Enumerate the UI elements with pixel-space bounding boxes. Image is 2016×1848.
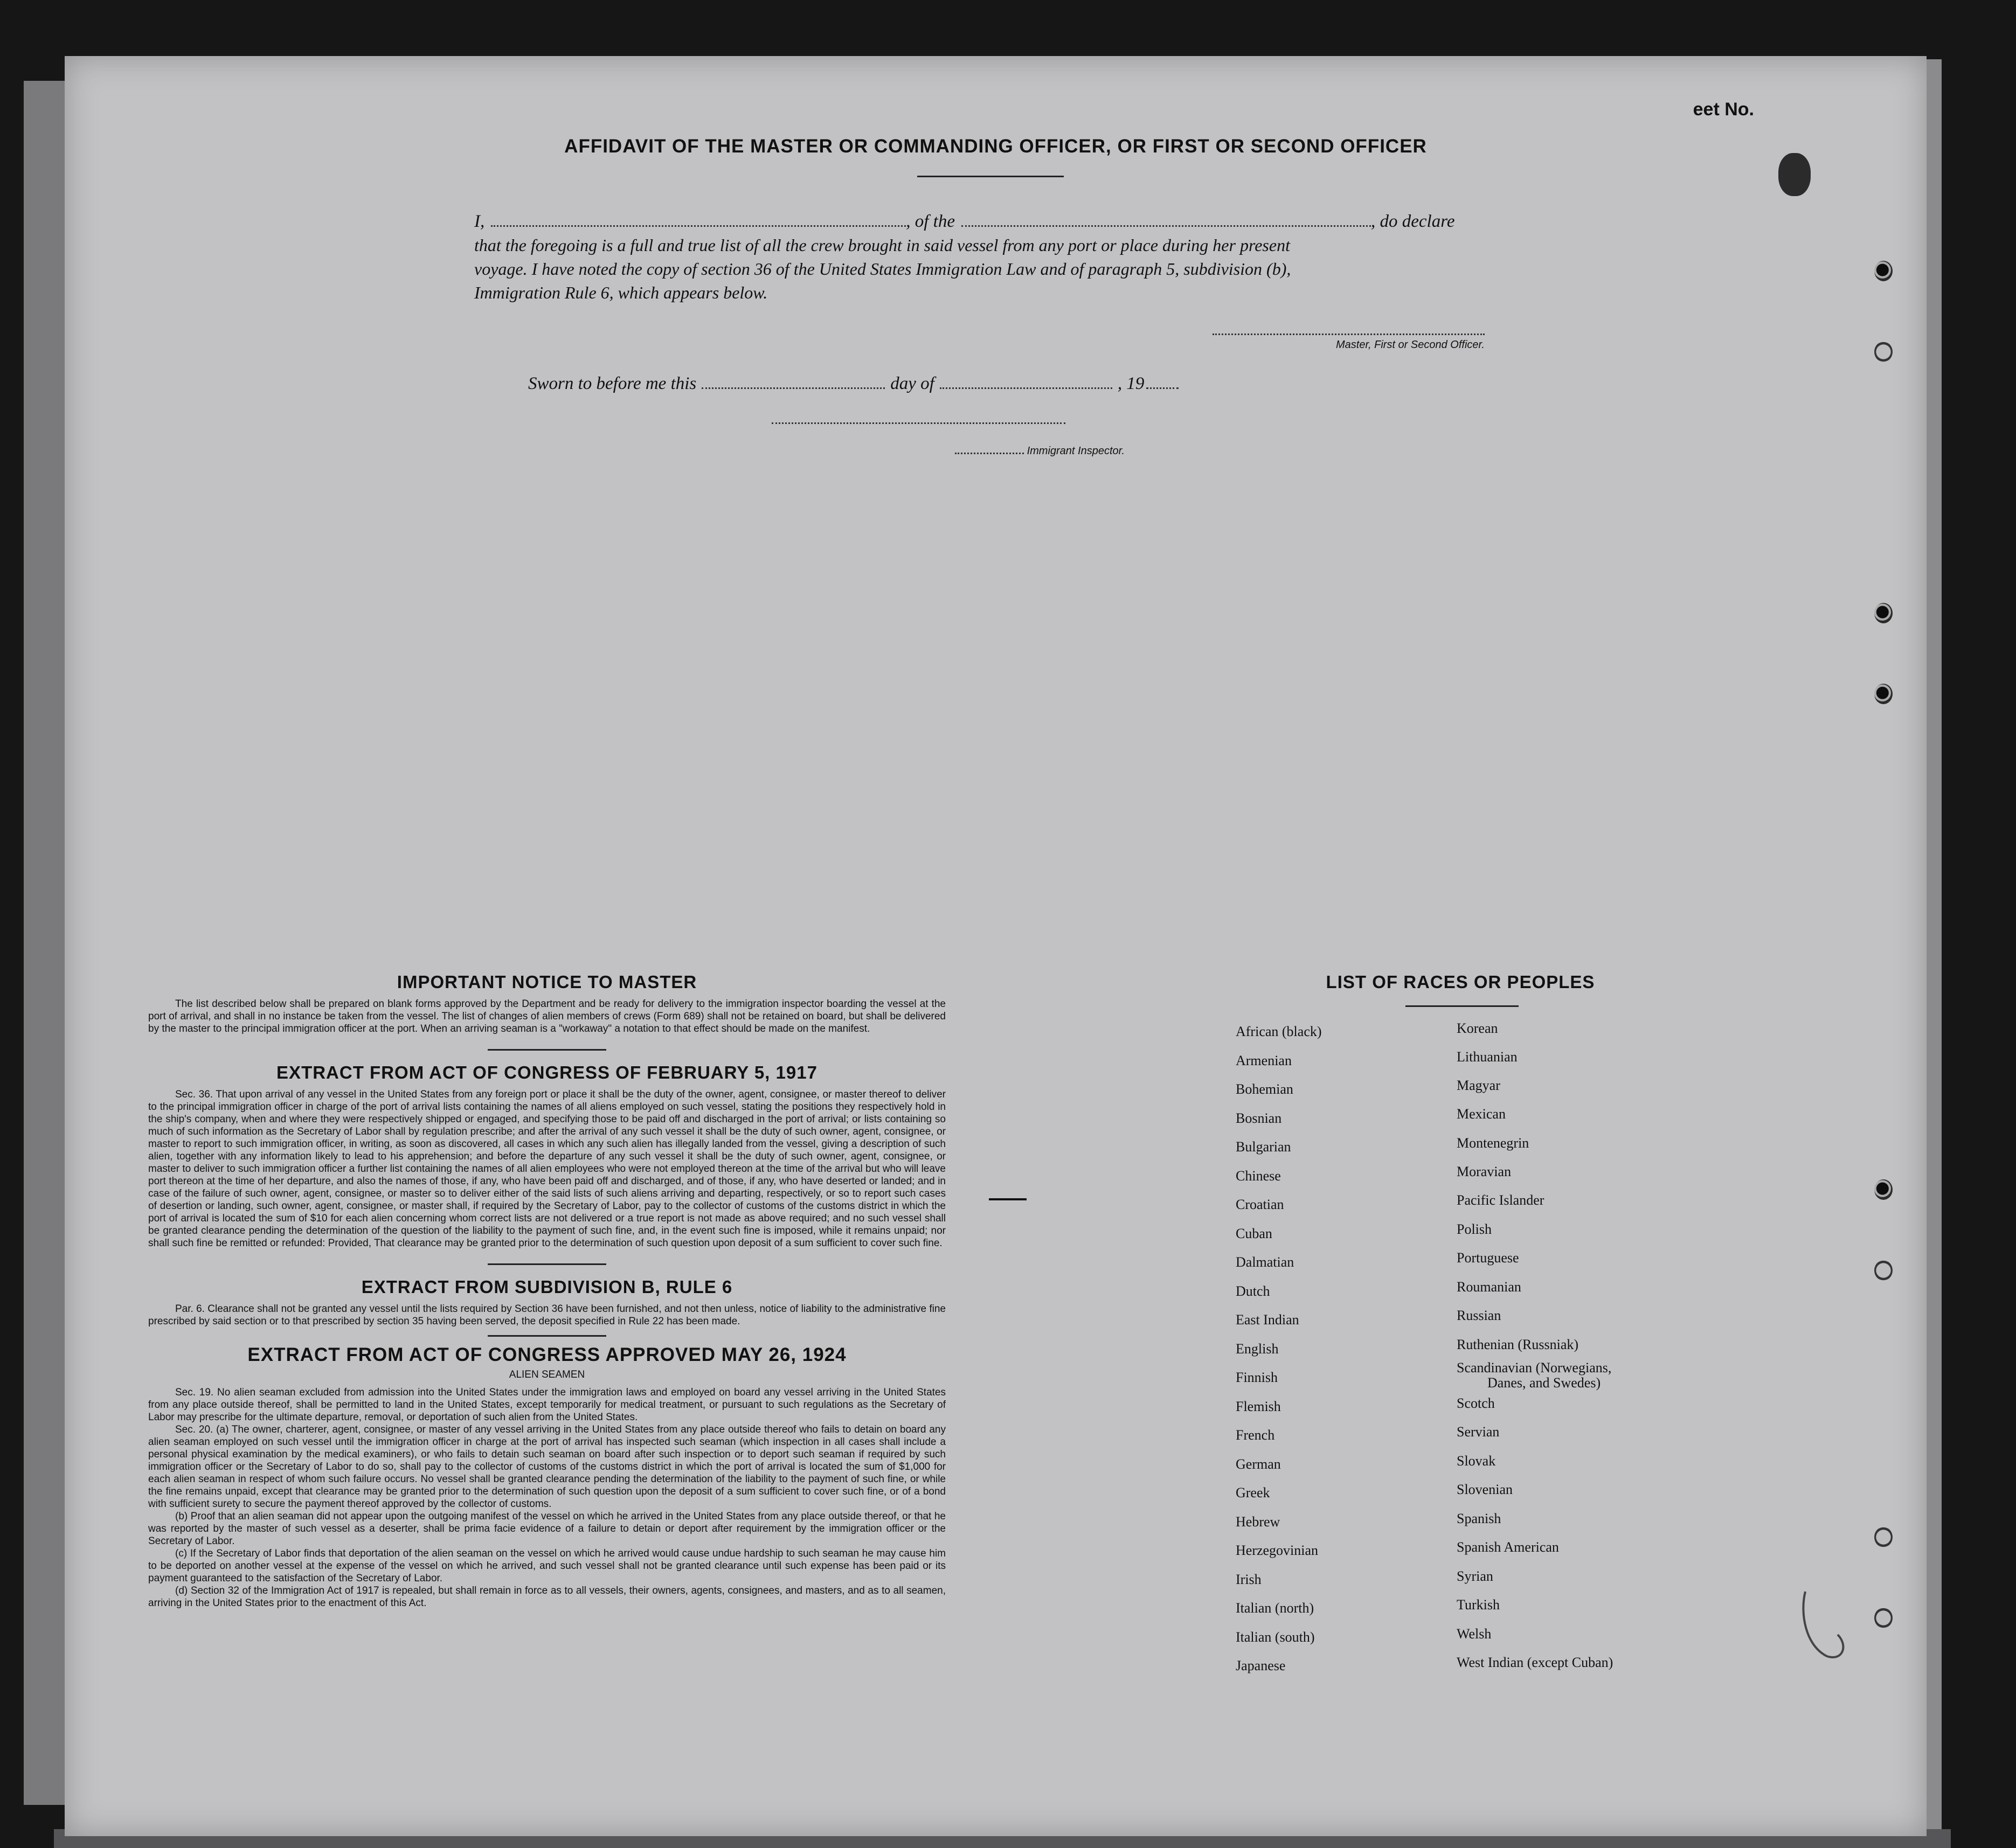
legal-text-column bbox=[148, 972, 946, 1609]
race-item: German bbox=[1236, 1456, 1281, 1472]
race-item: Scandinavian (Norwegians, bbox=[1457, 1360, 1612, 1375]
binder-hole bbox=[1874, 1260, 1893, 1281]
pencil-mark bbox=[1795, 1581, 1859, 1678]
race-item: Italian (north) bbox=[1236, 1600, 1314, 1616]
corner-ink-mark bbox=[1778, 153, 1811, 196]
inspector-signature-line bbox=[772, 422, 1065, 424]
extract-1917-body: Sec. 36. That upon arrival of any vessel in the United States from any foreign port or place it shall be the duty of the owner, agent, consignee, or master thereof to deliver to the principal immigration officer in charge of the port of arrival lists containing the names of all aliens employed on such vessel, stating the positions they respectively hold in the ship's company, when and where they were respectively shipped or engaged, and specifying those to be paid off and discharged in the port of arrival; or lists containing so much of such information as the Secretary of Labor shall by regulation prescribe; and after the arrival of any such vessel it shall be the duty of such owner, agent, consignee, or master to report to such immigration officer, in writing, as soon as discovered, all cases in which any such alien has illegally landed from the vessel, giving a description of such alien, together with any information likely to lead to his apprehension; and before the departure of any such vessel it shall be the duty of such owner, agent, consignee, or master to deliver to such immigration officer a further list containing the names of all alien employees who were not employed thereon at the time of the arrival but who will leave port thereon at the time of her departure, and also the names of those, if any, who have been paid off and discharged, and of those, if any, who have deserted or landed; and in case of the failure of such owner, agent, consignee, or master so to deliver either of the said lists of such aliens arriving and departing, respectively, or so to report such cases of desertion or landing, such owner, agent, consignee, or master shall, if required by the Secretary of Labor, pay to the collector of customs of the customs district in which the port of arrival is located the sum of $10 for each alien concerning whom correct lists are not delivered or a true report is not made as above required; and no such vessel shall be granted clearance pending the determination of the question of the liability to the payment of such fine, and, in the event such fine is imposed, while it remains unpaid; nor shall such fine be remitted or refunded: Provided, That clearance may be granted prior to the determination of such question upon deposit of a sum sufficient to cover such fine. bbox=[148, 1089, 946, 1249]
master-signature-line bbox=[1213, 334, 1485, 335]
race-item: Bosnian bbox=[1236, 1110, 1282, 1126]
race-item: Spanish American bbox=[1457, 1539, 1559, 1555]
extract-1924-subtitle: ALIEN SEAMEN bbox=[509, 1369, 585, 1380]
inspector-line bbox=[955, 445, 1125, 457]
affidavit-of-the: , of the bbox=[906, 212, 955, 231]
month-blank bbox=[940, 387, 1112, 389]
binder-hole bbox=[1874, 1527, 1893, 1547]
race-item: Bulgarian bbox=[1236, 1139, 1291, 1155]
affidavit-title: AFFIDAVIT OF THE MASTER OR COMMANDING OFFICER, OR FIRST OR SECOND OFFICER bbox=[564, 136, 1427, 157]
race-item: Scotch bbox=[1457, 1395, 1495, 1411]
race-item: Ruthenian (Russniak) bbox=[1457, 1337, 1579, 1352]
race-item: Italian (south) bbox=[1236, 1629, 1315, 1645]
affidavit-body bbox=[474, 210, 1485, 304]
right-binding-strip bbox=[1927, 59, 1942, 1837]
race-item: Korean bbox=[1457, 1020, 1498, 1036]
race-item: West Indian (except Cuban) bbox=[1457, 1655, 1613, 1670]
binder-hole bbox=[1874, 603, 1893, 623]
race-item: Cuban bbox=[1236, 1226, 1272, 1241]
section-divider bbox=[488, 1263, 606, 1265]
race-item: French bbox=[1236, 1427, 1275, 1443]
day-blank bbox=[702, 387, 885, 389]
race-item: Slovenian bbox=[1457, 1482, 1513, 1497]
extract-1917-title: EXTRACT FROM ACT OF CONGRESS OF FEBRUARY 5, 1917 bbox=[276, 1062, 818, 1082]
sworn-prefix: Sworn to before me this bbox=[528, 374, 697, 393]
affidavit-declare: , do declare bbox=[1370, 212, 1455, 231]
sworn-day-of: day of bbox=[890, 374, 934, 393]
race-item: Spanish bbox=[1457, 1511, 1501, 1526]
affidavit-line-2: that the foregoing is a full and true list of all the crew brought in said vessel from any port or place during her present bbox=[474, 235, 1290, 255]
race-item: Mexican bbox=[1457, 1106, 1506, 1122]
master-signature-label: Master, First or Second Officer. bbox=[1335, 339, 1485, 351]
form-sheet bbox=[65, 56, 1927, 1836]
title-underline bbox=[917, 176, 1064, 177]
year-blank bbox=[1146, 387, 1179, 389]
race-item: Polish bbox=[1457, 1221, 1492, 1237]
binder-hole bbox=[1874, 1179, 1893, 1200]
stray-dash-mark bbox=[989, 1198, 1027, 1200]
binder-hole bbox=[1874, 1608, 1893, 1628]
affidavit-line-4: Immigration Rule 6, which appears below. bbox=[474, 283, 768, 302]
race-item: Croatian bbox=[1236, 1197, 1284, 1212]
sworn-line bbox=[528, 374, 1179, 394]
race-item: Armenian bbox=[1236, 1053, 1292, 1068]
binder-hole bbox=[1874, 261, 1893, 281]
races-title-underline bbox=[1405, 1005, 1519, 1007]
race-item: Turkish bbox=[1457, 1597, 1500, 1613]
race-item: Finnish bbox=[1236, 1370, 1278, 1385]
race-item: Servian bbox=[1457, 1424, 1500, 1440]
race-item: East Indian bbox=[1236, 1312, 1299, 1328]
race-item: Flemish bbox=[1236, 1399, 1281, 1414]
binder-hole bbox=[1874, 342, 1893, 362]
race-item: English bbox=[1236, 1341, 1279, 1357]
race-item: Dalmatian bbox=[1236, 1254, 1294, 1270]
race-item: Welsh bbox=[1457, 1626, 1492, 1642]
race-item: Dutch bbox=[1236, 1283, 1270, 1299]
race-item: Danes, and Swedes) bbox=[1487, 1375, 1601, 1391]
extract-1924-para-3: (b) Proof that an alien seaman did not appear upon the outgoing manifest of the vessel on which he arrived in the United States from any place outside thereof, or that he was reported by the master of such vessel as a deserter, shall be prima facie evidence of a failure to detain or deport after requirement by the immigration officer or the Secretary of Labor. bbox=[148, 1511, 946, 1547]
race-item: African (black) bbox=[1236, 1024, 1322, 1039]
race-item: Portuguese bbox=[1457, 1250, 1519, 1266]
affidavit-i: I, bbox=[474, 212, 485, 231]
races-title: LIST OF RACES OR PEOPLES bbox=[1326, 972, 1595, 992]
race-item: Roumanian bbox=[1457, 1279, 1521, 1295]
race-item: Lithuanian bbox=[1457, 1049, 1518, 1065]
race-item: Hebrew bbox=[1236, 1514, 1280, 1530]
extract-1924-title: EXTRACT FROM ACT OF CONGRESS APPROVED MAY 26, 1924 bbox=[247, 1344, 847, 1365]
inspector-label: Immigrant Inspector. bbox=[1027, 445, 1125, 457]
race-item: Moravian bbox=[1457, 1164, 1512, 1179]
name-blank bbox=[491, 225, 906, 227]
extract-1924-para-4: (c) If the Secretary of Labor finds that deportation of the alien seaman on the vessel on which he arrived would cause undue hardship to such seaman he may cause him to be deported on another vessel at the expense of the vessel on which he arrived, and such vessel shall not be granted clearance until such expense has been paid or its payment guaranteed to the satisfaction of the Secretary of Labor. bbox=[148, 1548, 946, 1584]
race-item: Montenegrin bbox=[1457, 1135, 1529, 1151]
race-item: Syrian bbox=[1457, 1568, 1493, 1584]
vessel-blank bbox=[961, 225, 1371, 227]
race-item: Greek bbox=[1236, 1485, 1270, 1500]
binder-hole bbox=[1874, 684, 1893, 704]
extract-1924-para-1: Sec. 19. No alien seaman excluded from admission into the United States under the immigration laws and employed on board any vessel arriving in the United States from any place outside thereof, shall be permitted to land in the United States, except temporarily for medical treatment, or pursuant to such regulations as the Secretary of Labor may prescribe for the ultimate departure, removal, or deportation of such alien from the United States. bbox=[148, 1387, 946, 1423]
race-item: Bohemian bbox=[1236, 1081, 1293, 1097]
extract-1924-para-5: (d) Section 32 of the Immigration Act of 1917 is repealed, but shall remain in force as to all vessels, their owners, agents, consignees, and masters, and as to all seamen, arriving in the United States prior to the enactment of this Act. bbox=[148, 1585, 946, 1609]
race-item: Irish bbox=[1236, 1572, 1262, 1587]
affidavit-line-1 bbox=[474, 210, 1485, 233]
rule6-body: Par. 6. Clearance shall not be granted any vessel until the lists required by Section 36 have been furnished, and not then unless, notice of liability to the administrative fine prescribed by said section or to that prescribed by section 35 having been served, the deposit specified in Rule 22 has been made. bbox=[148, 1303, 946, 1327]
race-item: Russian bbox=[1457, 1308, 1501, 1323]
affidavit-line-3: voyage. I have noted the copy of section 36 of the United States Immigration Law and of paragraph 5, subdivision (b), bbox=[474, 259, 1291, 279]
race-item: Japanese bbox=[1236, 1658, 1286, 1673]
race-item: Magyar bbox=[1457, 1078, 1500, 1093]
notice-title: IMPORTANT NOTICE TO MASTER bbox=[397, 972, 697, 992]
section-divider bbox=[488, 1049, 606, 1051]
race-item: Herzegovinian bbox=[1236, 1543, 1319, 1558]
sheet-number-label: eet No. bbox=[1693, 99, 1754, 120]
race-item: Slovak bbox=[1457, 1453, 1496, 1469]
notice-body: The list described below shall be prepared on blank forms approved by the Department and be ready for delivery to the immigration inspector boarding the vessel at the port of arrival, and shall in no instance be taken from the vessel. The list of changes of alien members of crews (Form 689) shall not be retained on board, but shall be delivered by the master to the principal immigration officer at the port. When an arriving seaman is a "workaway" a notation to that effect should be made on the manifest. bbox=[148, 998, 946, 1034]
section-divider bbox=[488, 1335, 606, 1337]
race-item: Chinese bbox=[1236, 1168, 1281, 1184]
race-item: Pacific Islander bbox=[1457, 1192, 1544, 1208]
rule6-title: EXTRACT FROM SUBDIVISION B, RULE 6 bbox=[361, 1277, 733, 1297]
extract-1924-para-2: Sec. 20. (a) The owner, charterer, agent, consignee, or master of any vessel arriving in the United States from any place outside thereof who fails to detain on board any alien seaman employed on such vessel until the immigration officer in charge at the port of arrival has inspected such seaman (which inspection in all cases shall include a personal physical examination by the medical examiners), or who fails to detain such seaman on board after such inspection or to deport such seaman if required by such immigration officer or the Secretary of Labor to do so, shall pay to the collector of customs of the customs district in which the port of arrival is located the sum of $1,000 for each alien seaman in respect of whom such failure occurs. No vessel shall be granted clearance pending the determination of the liability to the payment of such fine, or while the fine remains unpaid, except that clearance may be granted prior to the determination of such question upon the deposit of a sum sufficient to cover such fine, or of a bond with sufficient surety to secure the payment thereof approved by the collector of customs. bbox=[148, 1424, 946, 1510]
inspector-blank bbox=[955, 453, 1024, 454]
sworn-year: , 19 bbox=[1117, 374, 1145, 393]
left-binding-strip bbox=[24, 81, 66, 1805]
